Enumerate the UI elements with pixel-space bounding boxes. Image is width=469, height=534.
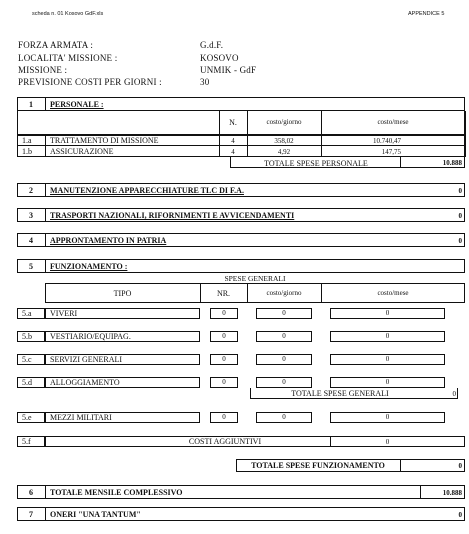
appendix-label: APPENDICE 5: [408, 11, 445, 17]
divider: [45, 97, 46, 111]
section-6-number: 6: [29, 488, 33, 497]
row-5c-month: 0: [385, 355, 390, 363]
row-5d-number: 5.d: [22, 378, 32, 387]
divider: [45, 208, 46, 222]
section-5-subtitle: SPESE GENERALI: [224, 274, 286, 283]
section-7-number: 7: [29, 510, 33, 519]
row-5c-nr: 0: [222, 355, 226, 363]
divider: [45, 507, 46, 521]
file-name: scheda n. 01 Kosovo GdF.xls: [32, 11, 104, 17]
row-5b-nr: 0: [222, 332, 226, 340]
general-total-label: TOTALE SPESE GENERALI: [291, 389, 389, 398]
row-5e-label: MEZZI MILITARI: [50, 413, 112, 422]
row-5f-value: 0: [385, 438, 390, 446]
divider: [45, 183, 46, 197]
row-5d-month: 0: [385, 378, 390, 386]
section-1-total-label: TOTALE SPESE PERSONALE: [264, 159, 368, 168]
row-1a-number: 1.a: [22, 136, 32, 145]
section-3-title: TRASPORTI NAZIONALI, RIFORNIMENTI E AVVICENDAMENTI: [50, 211, 295, 220]
info-label-forza-armata: FORZA ARMATA :: [18, 40, 94, 50]
section-5-col-day: costo/giorno: [266, 289, 302, 297]
row-5a-label: VIVERI: [50, 309, 78, 318]
row-1a-label: TRATTAMENTO DI MISSIONE: [50, 136, 159, 145]
row-1b-month: 147,75: [381, 148, 401, 156]
row-1b-label: ASSICURAZIONE: [50, 147, 114, 156]
section-1-number: 1: [29, 100, 33, 109]
section-5-col-nr: NR.: [216, 289, 231, 298]
row-5e-nr: 0: [222, 413, 226, 421]
divider: [465, 111, 466, 157]
section-1-title: PERSONALE :: [50, 100, 104, 109]
general-total-value: 0: [452, 390, 456, 398]
row-5d-label: ALLOGGIAMENTO: [50, 378, 120, 387]
row-5d-day: 0: [282, 378, 286, 386]
section-6-value: 10.888: [442, 489, 462, 497]
section-2-title: MANUTENZIONE APPARECCHIATURE TLC DI F.A.: [50, 186, 244, 195]
divider: [45, 485, 46, 499]
row-5f-number: 5.f: [22, 437, 31, 446]
section-3-number: 3: [29, 211, 33, 220]
info-value-localita: KOSOVO: [200, 53, 239, 63]
section-5-col-month: costo/mese: [377, 289, 409, 297]
section-2-number: 2: [29, 186, 33, 195]
divider: [45, 259, 46, 273]
info-label-localita: LOCALITA' MISSIONE :: [18, 53, 118, 63]
section-2-value: 0: [458, 187, 462, 195]
row-5c-day: 0: [282, 355, 286, 363]
section-5-title: FUNZIONAMENTO :: [50, 262, 128, 271]
divider: [45, 233, 46, 247]
row-5e-number: 5.e: [22, 413, 32, 422]
row-5a-day: 0: [282, 309, 286, 317]
section-4-value: 0: [458, 237, 462, 245]
row-5a-nr: 0: [222, 309, 226, 317]
section-1-col-n: N.: [229, 118, 237, 127]
row-5b-day: 0: [282, 332, 286, 340]
section-5-col-type: TIPO: [113, 289, 132, 298]
section-5-total-label: TOTALE SPESE FUNZIONAMENTO: [251, 461, 385, 470]
row-1a-month: 10.740,47: [373, 137, 401, 145]
row-1b-number: 1.b: [22, 147, 32, 156]
row-5e-day: 0: [282, 413, 286, 421]
row-5e-month: 0: [385, 413, 390, 421]
row-5b-label: VESTIARIO/EQUIPAG.: [50, 332, 131, 341]
info-value-forza-armata: G.d.F.: [200, 40, 224, 50]
info-label-missione: MISSIONE :: [18, 65, 68, 75]
section-1-total-value: 10.888: [442, 159, 462, 167]
row-5c-label: SERVIZI GENERALI: [50, 355, 123, 364]
row-5a-number: 5.a: [22, 309, 32, 318]
row-5f-label: COSTI AGGIUNTIVI: [188, 437, 262, 446]
section-7-title: ONERI "UNA TANTUM": [50, 510, 141, 519]
section-5-total-value: 0: [458, 462, 462, 470]
section-7-value: 0: [458, 511, 462, 519]
info-value-missione: UNMIK - GdF: [200, 65, 257, 75]
row-5d-nr: 0: [222, 378, 226, 386]
row-1a-n: 4: [231, 137, 235, 145]
row-5b-month: 0: [385, 332, 390, 340]
section-1-col-day: costo/giorno: [266, 118, 302, 126]
info-label-giorni: PREVISIONE COSTI PER GIORNI :: [18, 77, 162, 87]
section-4-number: 4: [29, 236, 33, 245]
row-5a-month: 0: [385, 309, 390, 317]
section-5-number: 5: [29, 262, 33, 271]
row-1b-n: 4: [231, 148, 235, 156]
row-1b-day: 4,92: [277, 148, 291, 156]
section-4-title: APPRONTAMENTO IN PATRIA: [50, 236, 167, 245]
section-6-title: TOTALE MENSILE COMPLESSIVO: [50, 488, 183, 497]
row-5c-number: 5.c: [22, 355, 32, 364]
row-5b-number: 5.b: [22, 332, 32, 341]
info-value-giorni: 30: [200, 77, 210, 87]
section-1-col-month: costo/mese: [377, 118, 409, 126]
row-1a-day: 358,02: [274, 137, 294, 145]
section-3-value: 0: [458, 212, 462, 220]
